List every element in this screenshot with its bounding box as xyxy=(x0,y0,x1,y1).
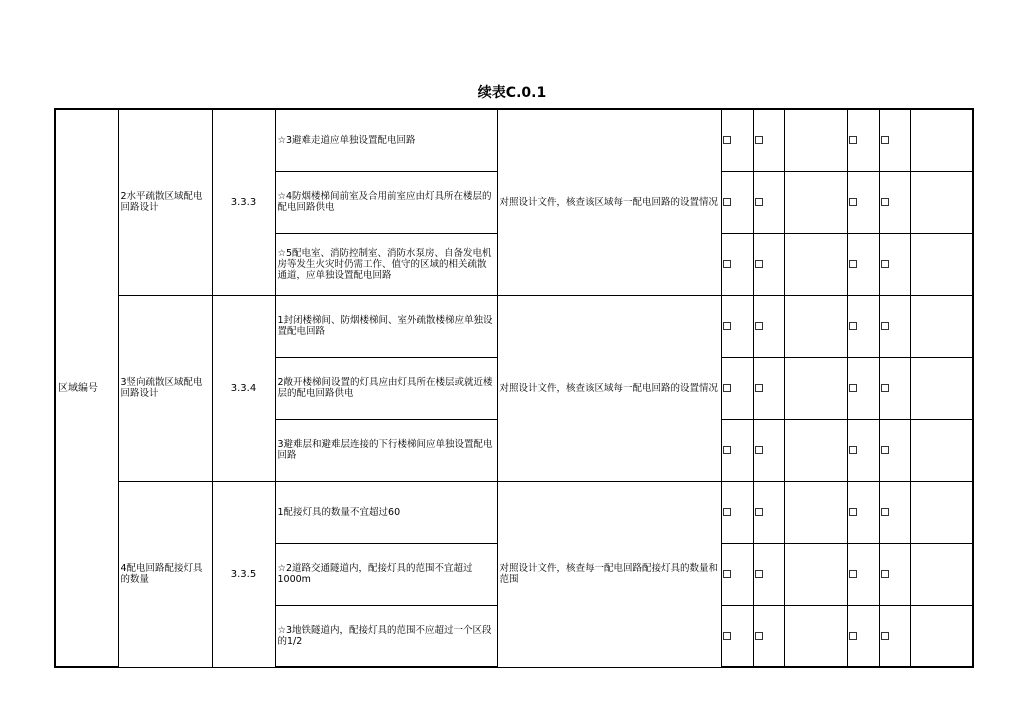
blank-cell[interactable] xyxy=(784,543,847,605)
checkbox[interactable] xyxy=(849,632,857,640)
checkbox[interactable] xyxy=(755,508,763,516)
checkbox[interactable] xyxy=(723,198,731,206)
check-cell[interactable] xyxy=(753,109,784,171)
check-cell[interactable] xyxy=(847,171,879,233)
check-cell[interactable] xyxy=(847,109,879,171)
check-cell[interactable] xyxy=(847,233,879,295)
method-cell: 对照设计文件，核查每一配电回路配接灯具的数量和范围 xyxy=(497,481,721,667)
checkbox[interactable] xyxy=(755,632,763,640)
check-cell[interactable] xyxy=(753,481,784,543)
blank-cell[interactable] xyxy=(910,171,973,233)
check-cell[interactable] xyxy=(753,295,784,357)
requirement-cell: 2敞开楼梯间设置的灯具应由灯具所在楼层或就近楼层的配电回路供电 xyxy=(275,357,497,419)
checkbox[interactable] xyxy=(881,260,889,268)
checkbox[interactable] xyxy=(755,322,763,330)
check-cell[interactable] xyxy=(753,605,784,667)
blank-cell[interactable] xyxy=(910,605,973,667)
checkbox[interactable] xyxy=(723,508,731,516)
check-cell[interactable] xyxy=(879,171,910,233)
checkbox[interactable] xyxy=(723,260,731,268)
method-cell: 对照设计文件，核查该区域每一配电回路的设置情况 xyxy=(497,109,721,295)
blank-cell[interactable] xyxy=(784,357,847,419)
page-title: 续表C.0.1 xyxy=(477,85,547,101)
check-cell[interactable] xyxy=(753,543,784,605)
checkbox[interactable] xyxy=(849,260,857,268)
checkbox[interactable] xyxy=(849,322,857,330)
checkbox[interactable] xyxy=(755,260,763,268)
requirement-cell: 1封闭楼梯间、防烟楼梯间、室外疏散楼梯应单独设置配电回路 xyxy=(275,295,497,357)
clause-code-cell: 3.3.5 xyxy=(212,481,275,667)
check-cell[interactable] xyxy=(879,419,910,481)
blank-cell[interactable] xyxy=(910,419,973,481)
checkbox[interactable] xyxy=(849,446,857,454)
blank-cell[interactable] xyxy=(784,481,847,543)
check-cell[interactable] xyxy=(879,357,910,419)
blank-cell[interactable] xyxy=(910,481,973,543)
checkbox[interactable] xyxy=(881,322,889,330)
check-cell[interactable] xyxy=(879,109,910,171)
table-row xyxy=(55,109,973,171)
table-row xyxy=(55,295,973,357)
check-cell[interactable] xyxy=(847,357,879,419)
inspection-table xyxy=(54,108,974,668)
clause-code-cell: 3.3.3 xyxy=(212,109,275,295)
checkbox[interactable] xyxy=(723,384,731,392)
requirement-cell: ☆2道路交通隧道内，配接灯具的范围不宜超过1000m xyxy=(275,543,497,605)
blank-cell[interactable] xyxy=(784,109,847,171)
check-cell[interactable] xyxy=(879,233,910,295)
check-cell[interactable] xyxy=(721,419,753,481)
requirement-cell: 1配接灯具的数量不宜超过60 xyxy=(275,481,497,543)
item-cell: 2水平疏散区域配电回路设计 xyxy=(118,109,212,295)
checkbox[interactable] xyxy=(881,632,889,640)
table-row xyxy=(55,481,973,543)
check-cell[interactable] xyxy=(753,357,784,419)
blank-cell[interactable] xyxy=(910,295,973,357)
checkbox[interactable] xyxy=(755,570,763,578)
blank-cell[interactable] xyxy=(784,419,847,481)
checkbox[interactable] xyxy=(755,384,763,392)
check-cell[interactable] xyxy=(721,171,753,233)
checkbox[interactable] xyxy=(755,198,763,206)
checkbox[interactable] xyxy=(881,570,889,578)
check-cell[interactable] xyxy=(753,233,784,295)
clause-code-cell: 3.3.4 xyxy=(212,295,275,481)
check-cell[interactable] xyxy=(879,481,910,543)
item-cell: 3竖向疏散区域配电回路设计 xyxy=(118,295,212,481)
blank-cell[interactable] xyxy=(910,357,973,419)
requirement-cell: ☆5配电室、消防控制室、消防水泵房、自备发电机房等发生火灾时仍需工作、值守的区域的相关疏散通道，应单独设置配电回路 xyxy=(275,233,497,295)
blank-cell[interactable] xyxy=(784,233,847,295)
checkbox[interactable] xyxy=(881,198,889,206)
requirement-cell: ☆3避难走道应单独设置配电回路 xyxy=(275,109,497,171)
item-cell: 4配电回路配接灯具的数量 xyxy=(118,481,212,667)
requirement-cell: 3避难层和避难层连接的下行楼梯间应单独设置配电回路 xyxy=(275,419,497,481)
blank-cell[interactable] xyxy=(910,109,973,171)
check-cell[interactable] xyxy=(721,109,753,171)
blank-cell[interactable] xyxy=(784,295,847,357)
checkbox[interactable] xyxy=(723,446,731,454)
area-label-cell: 区域编号 xyxy=(55,109,118,667)
checkbox[interactable] xyxy=(723,570,731,578)
blank-cell[interactable] xyxy=(784,605,847,667)
check-cell[interactable] xyxy=(721,543,753,605)
checkbox[interactable] xyxy=(849,198,857,206)
check-cell[interactable] xyxy=(847,419,879,481)
requirement-cell: ☆4防烟楼梯间前室及合用前室应由灯具所在楼层的配电回路供电 xyxy=(275,171,497,233)
check-cell[interactable] xyxy=(721,605,753,667)
checkbox[interactable] xyxy=(849,570,857,578)
check-cell[interactable] xyxy=(753,171,784,233)
checkbox[interactable] xyxy=(881,508,889,516)
check-cell[interactable] xyxy=(879,295,910,357)
check-cell[interactable] xyxy=(753,419,784,481)
checkbox[interactable] xyxy=(723,322,731,330)
check-cell[interactable] xyxy=(847,605,879,667)
check-cell[interactable] xyxy=(847,295,879,357)
check-cell[interactable] xyxy=(721,233,753,295)
check-cell[interactable] xyxy=(879,605,910,667)
checkbox[interactable] xyxy=(755,136,763,144)
checkbox[interactable] xyxy=(881,136,889,144)
checkbox[interactable] xyxy=(849,508,857,516)
blank-cell[interactable] xyxy=(910,543,973,605)
blank-cell[interactable] xyxy=(910,233,973,295)
checkbox[interactable] xyxy=(849,384,857,392)
checkbox[interactable] xyxy=(881,446,889,454)
check-cell[interactable] xyxy=(879,543,910,605)
check-cell[interactable] xyxy=(721,481,753,543)
check-cell[interactable] xyxy=(847,543,879,605)
checkbox[interactable] xyxy=(755,446,763,454)
check-cell[interactable] xyxy=(721,357,753,419)
blank-cell[interactable] xyxy=(784,171,847,233)
checkbox[interactable] xyxy=(723,136,731,144)
check-cell[interactable] xyxy=(721,295,753,357)
requirement-cell: ☆3地铁隧道内，配接灯具的范围不应超过一个区段的1/2 xyxy=(275,605,497,667)
method-cell: 对照设计文件，核查该区域每一配电回路的设置情况 xyxy=(497,295,721,481)
checkbox[interactable] xyxy=(881,384,889,392)
checkbox[interactable] xyxy=(723,632,731,640)
checkbox[interactable] xyxy=(849,136,857,144)
check-cell[interactable] xyxy=(847,481,879,543)
